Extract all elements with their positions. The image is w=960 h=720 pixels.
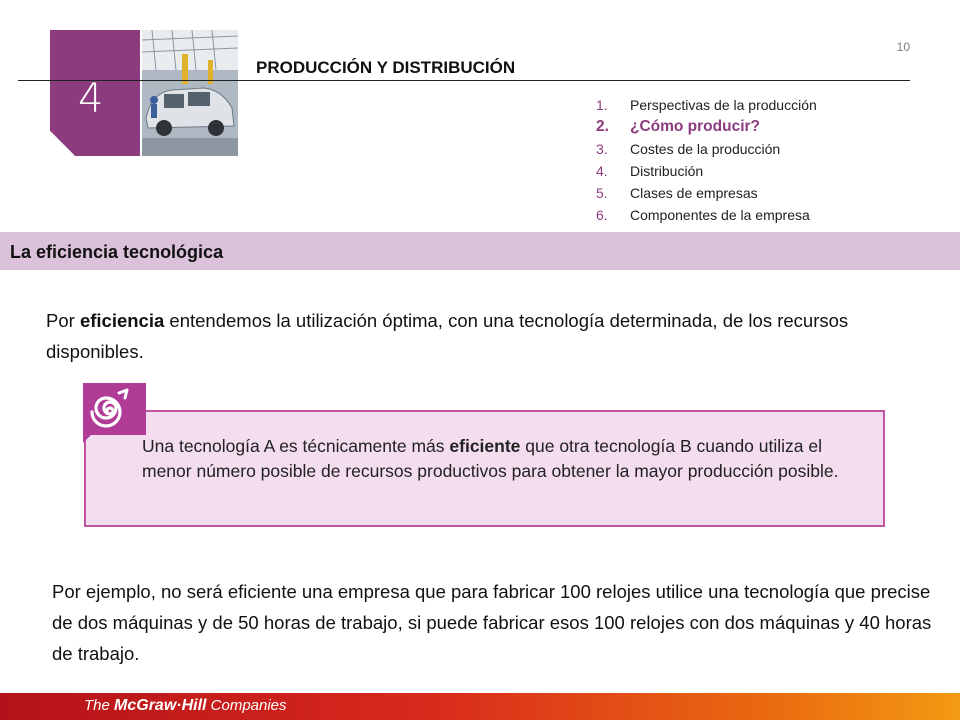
factory-photo — [142, 30, 238, 156]
page-number: 10 — [896, 40, 910, 54]
header-divider — [18, 80, 910, 81]
topic-label: ¿Cómo producir? — [630, 118, 761, 135]
key-term: eficiente — [449, 436, 521, 456]
definition-icon-tail — [83, 435, 91, 443]
topic-item[interactable]: 4. Distribución — [596, 163, 704, 179]
topic-item[interactable]: 6. Componentes de la empresa — [596, 207, 810, 223]
topic-label: Componentes de la empresa — [630, 207, 810, 223]
topic-item-active[interactable]: 2. ¿Cómo producir? — [596, 118, 761, 135]
topic-label: Perspectivas de la producción — [630, 97, 817, 113]
section-title: La eficiencia tecnológica — [10, 242, 224, 262]
definition-intro-paragraph: Por eficiencia entendemos la utilización óptima, con una tecnología determinada, de los recursos disponibles. — [46, 310, 849, 362]
topic-list — [596, 94, 817, 226]
chapter-title: PRODUCCIÓN Y DISTRIBUCIÓN — [256, 58, 516, 77]
definition-text: Una tecnología A es técnicamente más eficiente que otra tecnología B cuando utiliza el menor número posible de recursos productivos para obtener la mayor producción posible. — [142, 436, 839, 481]
topic-item[interactable]: 5. Clases de empresas — [596, 185, 758, 201]
topic-item[interactable]: 3. Costes de la producción — [596, 141, 781, 157]
chapter-number: 4 — [78, 76, 104, 122]
topic-item[interactable]: 1. Perspectivas de la producción — [596, 97, 817, 113]
topic-label: Clases de empresas — [630, 185, 758, 201]
topic-label: Costes de la producción — [630, 141, 781, 157]
publisher-logo: The McGraw·Hill Companies — [84, 697, 287, 714]
topic-label: Distribución — [630, 163, 704, 179]
key-term: eficiencia — [79, 310, 165, 331]
example-paragraph: Por ejemplo, no será eficiente una empresa que para fabricar 100 relojes utilice una tecnología que precise de dos máquinas y de 50 horas de trabajo, si puede fabricar esos 100 relojes con dos máquinas y 40 horas de trabajo. — [52, 581, 932, 664]
spiral-icon — [83, 383, 146, 435]
